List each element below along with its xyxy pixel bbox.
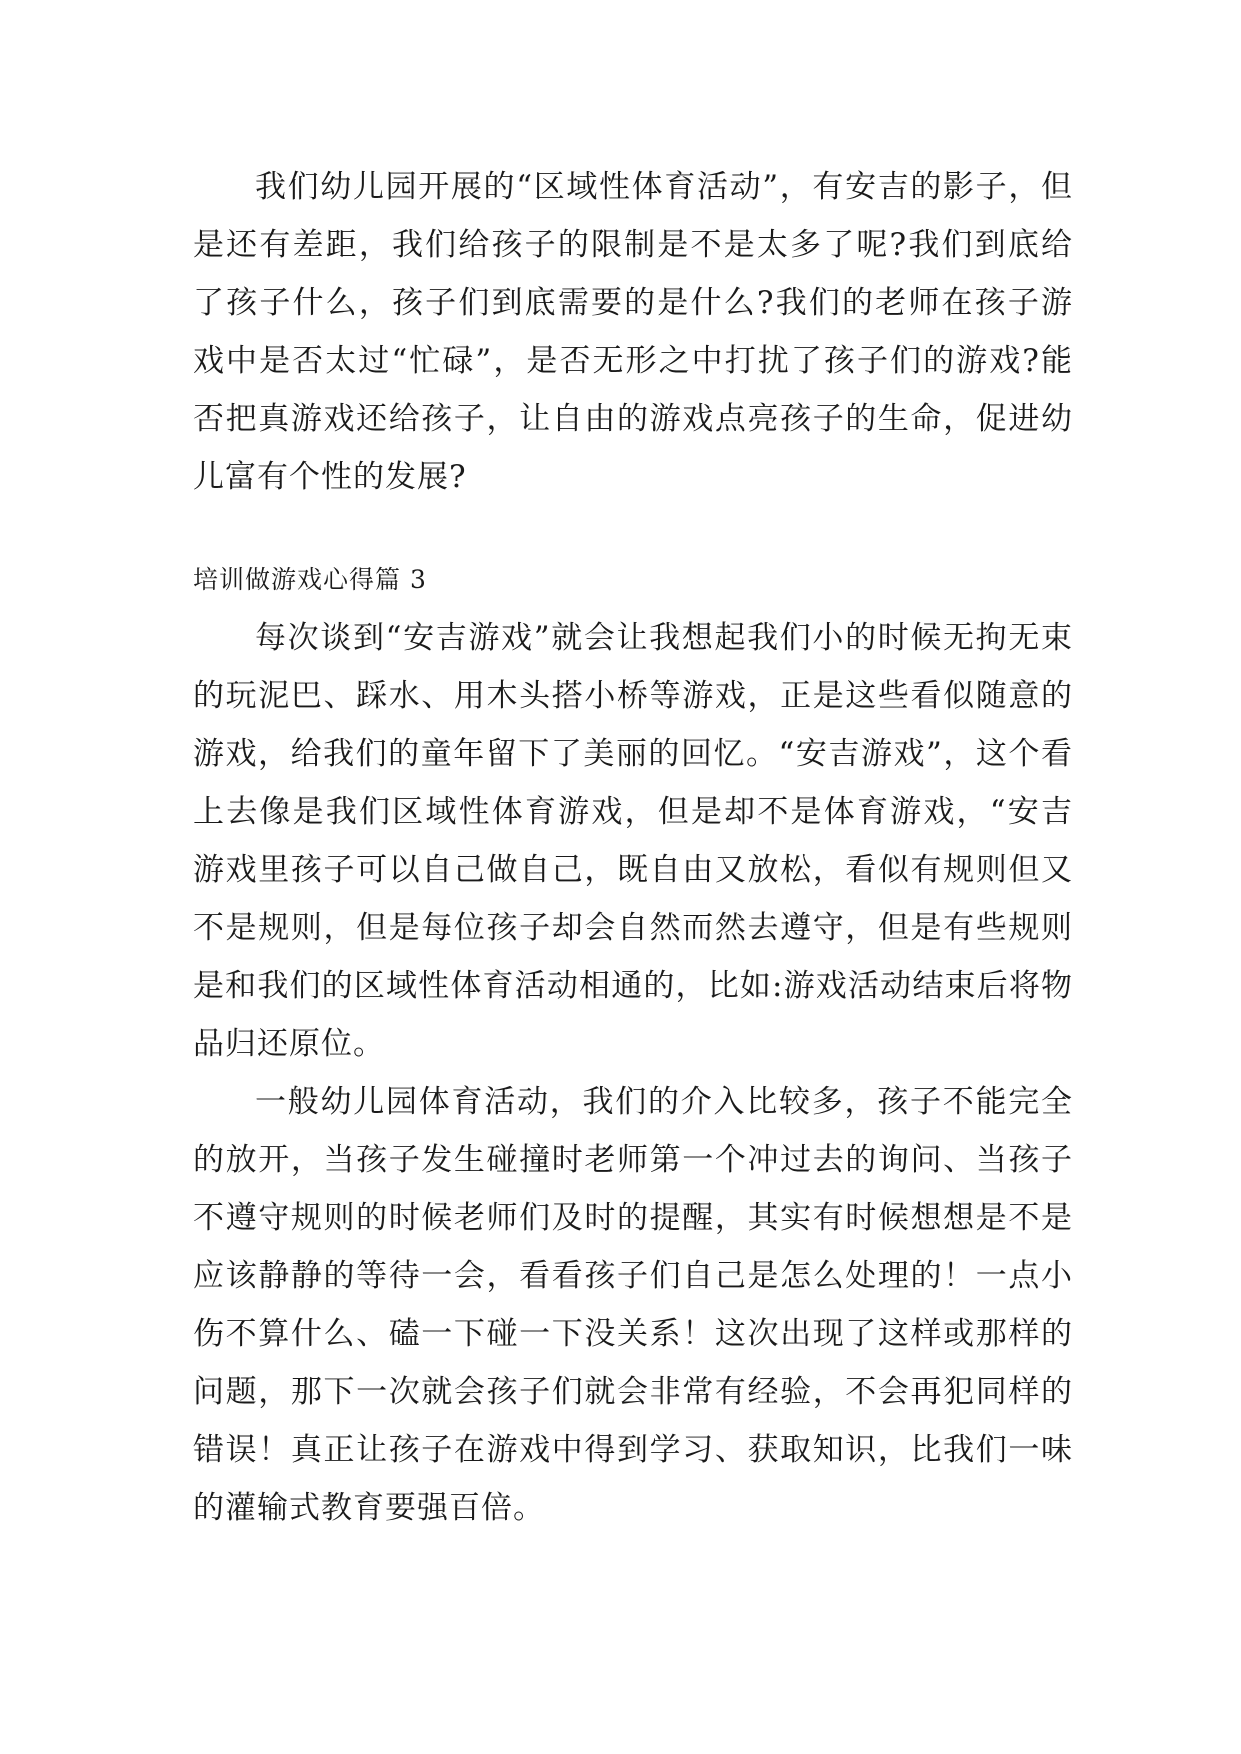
body-paragraph: 我们幼儿园开展的“区域性体育活动”，有安吉的影子，但是还有差距，我们给孩子的限制是不是太多了呢?我们到底给了孩子什么，孩子们到底需要的是什么?我们的老师在孩子游戏中是否太过“忙碌”，是否无形之中打扰了孩子们的游戏?能否把真游戏还给孩子，让自由的游戏点亮孩子的生命，促进幼儿富有个性的发展?	[193, 169, 1073, 495]
body-paragraph: 一般幼儿园体育活动，我们的介入比较多，孩子不能完全的放开，当孩子发生碰撞时老师第一个冲过去的询问、当孩子不遵守规则的时候老师们及时的提醒，其实有时候想想是不是应该静静的等待一会，看看孩子们自己是怎么处理的！一点小伤不算什么、磕一下碰一下没关系！这次出现了这样或那样的问题，那下一次就会孩子们就会非常有经验，不会再犯同样的错误！真正让孩子在游戏中得到学习、获取知识，比我们一味的灌输式教育要强百倍。	[193, 1084, 1073, 1526]
section-title: 培训做游戏心得篇 3	[193, 565, 427, 594]
document-page	[193, 158, 1073, 1537]
body-paragraph: 每次谈到“安吉游戏”就会让我想起我们小的时候无拘无束的玩泥巴、踩水、用木头搭小桥等游戏，正是这些看似随意的游戏，给我们的童年留下了美丽的回忆。“安吉游戏”，这个看上去像是我们区域性体育游戏，但是却不是体育游戏，“安吉游戏里孩子可以自己做自己，既自由又放松，看似有规则但又不是规则，但是每位孩子却会自然而然去遵守，但是有些规则是和我们的区域性体育活动相通的，比如:游戏活动结束后将物品归还原位。	[193, 620, 1073, 1062]
